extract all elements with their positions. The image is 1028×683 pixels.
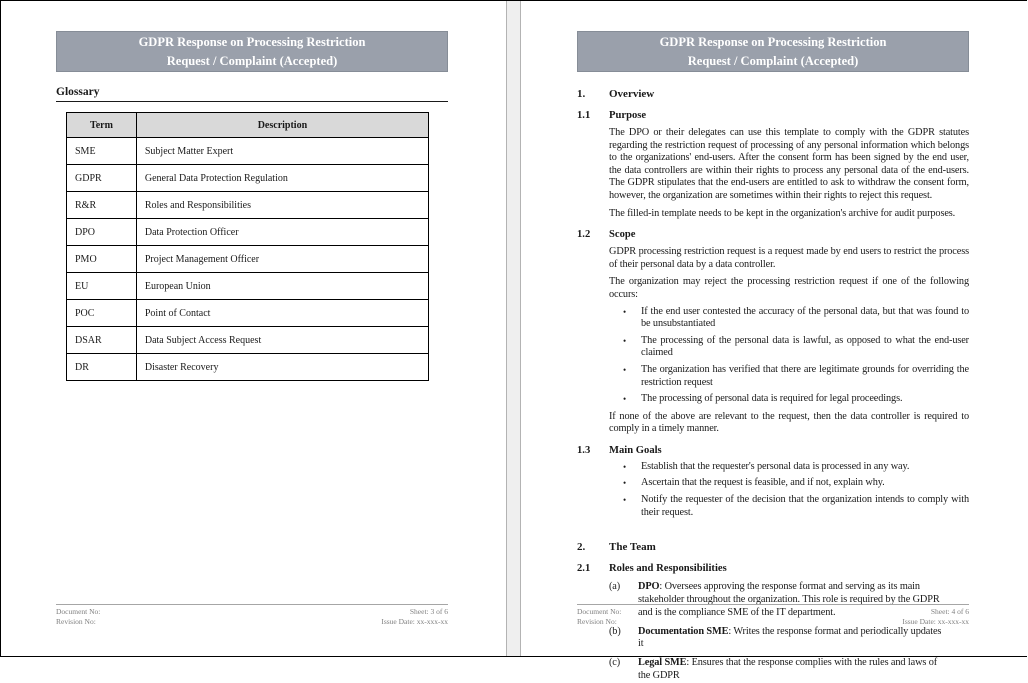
bullet-text: If the end user contested the accuracy of the personal data, but that was found to be unsubstantiated bbox=[641, 305, 969, 330]
term-cell: SME bbox=[67, 138, 137, 165]
term-cell: DPO bbox=[67, 219, 137, 246]
bullet-item bbox=[623, 306, 969, 331]
title-line-1: GDPR Response on Processing Restriction bbox=[138, 35, 366, 49]
item-label: (b) bbox=[609, 625, 621, 637]
description-cell: Data Subject Access Request bbox=[136, 327, 428, 354]
section-heading-roles-responsibilities bbox=[577, 562, 969, 575]
bullet-item bbox=[623, 461, 969, 474]
section-title: Main Goals bbox=[609, 444, 662, 456]
table-row bbox=[67, 219, 429, 246]
item-label: (c) bbox=[609, 657, 621, 669]
term-cell: POC bbox=[67, 300, 137, 327]
bullet-icon: • bbox=[623, 394, 627, 405]
glossary-heading: Glossary bbox=[56, 86, 448, 102]
bullet-icon: • bbox=[623, 306, 627, 317]
section-number: 2. bbox=[577, 541, 586, 554]
footer-sheet: Sheet: 4 of 6 bbox=[930, 607, 969, 616]
paragraph: The filled-in template needs to be kept in the organization's archive for audit purposes. bbox=[609, 207, 956, 219]
table-row bbox=[67, 273, 429, 300]
section-title: Overview bbox=[609, 88, 655, 100]
table-row bbox=[67, 354, 429, 381]
section-title: Scope bbox=[609, 229, 636, 241]
bullet-text: The processing of the personal data is lawful, as opposed to what the end-user claimed bbox=[641, 334, 969, 359]
description-cell: Point of Contact bbox=[136, 300, 428, 327]
footer-issue-date: Issue Date: xx-xxx-xx bbox=[902, 616, 969, 626]
term-cell: EU bbox=[67, 273, 137, 300]
table-header-row bbox=[67, 113, 429, 138]
description-cell: Data Protection Officer bbox=[136, 219, 428, 246]
title-banner bbox=[56, 31, 448, 72]
description-cell: Subject Matter Expert bbox=[136, 138, 428, 165]
table-row bbox=[67, 246, 429, 273]
bullet-icon: • bbox=[623, 495, 627, 506]
role-description: : Oversees approving the response format and serving as its main stakeholder throughout the organization. This role is required by the GDPR and is the compliance SME of the IT department. bbox=[638, 581, 940, 618]
title-line-2: Request / Complaint (Accepted) bbox=[166, 53, 338, 68]
paragraph: The organization may reject the processing restriction request if one of the following occurs: bbox=[609, 276, 969, 300]
column-header-term: Term bbox=[67, 113, 137, 138]
description-cell: General Data Protection Regulation bbox=[136, 165, 428, 192]
document-page-left bbox=[1, 1, 506, 656]
bullet-text: Establish that the requester's personal data is processed in any way. bbox=[641, 460, 910, 472]
bullet-item bbox=[623, 335, 969, 360]
term-cell: DSAR bbox=[67, 327, 137, 354]
bullet-item bbox=[623, 494, 969, 519]
bullet-icon: • bbox=[623, 335, 627, 346]
table-row bbox=[67, 138, 429, 165]
footer-issue-date: Issue Date: xx-xxx-xx bbox=[381, 616, 448, 626]
bullet-icon: • bbox=[623, 478, 627, 489]
paragraph: If none of the above are relevant to the request, then the data controller is required to comply in a timely manner. bbox=[609, 410, 969, 435]
lettered-item bbox=[609, 626, 969, 652]
bullet-icon: • bbox=[623, 364, 627, 375]
bullet-item bbox=[623, 364, 969, 389]
section-title: Purpose bbox=[609, 110, 647, 121]
page-footer bbox=[56, 604, 448, 626]
bullet-text: The processing of personal data is required for legal proceedings. bbox=[641, 393, 903, 405]
term-cell: GDPR bbox=[67, 165, 137, 192]
table-row bbox=[67, 165, 429, 192]
term-cell: R&R bbox=[67, 192, 137, 219]
bullet-text: Notify the requester of the decision that the organization intends to comply with their request. bbox=[641, 494, 969, 518]
section-title: The Team bbox=[609, 541, 656, 554]
role-term: Documentation SME bbox=[638, 625, 729, 637]
section-number: 1.2 bbox=[577, 229, 591, 241]
section-heading-purpose bbox=[577, 109, 969, 122]
footer-revision-no: Revision No: bbox=[56, 616, 96, 626]
footer-revision-no: Revision No: bbox=[577, 616, 617, 626]
bullet-icon: • bbox=[623, 461, 627, 472]
table-row bbox=[67, 192, 429, 219]
bullet-item bbox=[623, 393, 969, 406]
item-text bbox=[638, 626, 969, 652]
page-footer bbox=[577, 604, 969, 626]
section-number: 2.1 bbox=[577, 563, 591, 575]
section-heading-main-goals bbox=[577, 444, 969, 457]
role-description: : Ensures that the response complies with the rules and laws of the GDPR bbox=[638, 657, 938, 682]
term-cell: DR bbox=[67, 354, 137, 381]
title-line-2: Request / Complaint (Accepted) bbox=[687, 53, 859, 68]
glossary-table bbox=[66, 112, 429, 381]
page-gap bbox=[506, 1, 521, 656]
section-number: 1.1 bbox=[577, 110, 591, 121]
role-term: Legal SME bbox=[638, 657, 687, 669]
term-cell: PMO bbox=[67, 246, 137, 273]
section-heading-scope bbox=[577, 228, 969, 241]
description-cell: Disaster Recovery bbox=[136, 354, 428, 381]
footer-sheet: Sheet: 3 of 6 bbox=[409, 607, 448, 616]
bullet-text: The organization has verified that there are legitimate grounds for overriding the restriction request bbox=[641, 363, 969, 388]
section-heading-the-team bbox=[577, 541, 969, 554]
paragraph: The DPO or their delegates can use this template to comply with the GDPR statutes regarding the restriction request of processing of any personal information which belongs to the organizations' end-users. After the consent form has been signed by the end user, the data controllers are within their rights to process any personal data of the end-users. The GDPR stipulates that the end-users are entitled to ask to withdraw the consent form, however, the organization are sometimes within their rights to reject this request. bbox=[609, 127, 969, 201]
paragraph: GDPR processing restriction request is a request made by end users to restrict the process of their personal data by a data controller. bbox=[609, 246, 969, 270]
bullet-text: Ascertain that the request is feasible, and if not, explain why. bbox=[641, 477, 885, 489]
role-description: : Writes the response format and periodically updates it bbox=[638, 625, 942, 650]
item-text bbox=[638, 657, 969, 683]
document-page-right bbox=[521, 1, 1028, 682]
title-line-1: GDPR Response on Processing Restriction bbox=[659, 35, 887, 49]
bullet-item bbox=[623, 477, 969, 490]
description-cell: European Union bbox=[136, 273, 428, 300]
description-cell: Roles and Responsibilities bbox=[136, 192, 428, 219]
section-number: 1. bbox=[577, 88, 586, 100]
item-label: (a) bbox=[609, 581, 621, 593]
description-cell: Project Management Officer bbox=[136, 246, 428, 273]
footer-document-no: Document No: bbox=[56, 607, 101, 616]
section-number: 1.3 bbox=[577, 444, 591, 456]
section-heading-overview bbox=[577, 88, 969, 101]
footer-document-no: Document No: bbox=[577, 607, 622, 616]
section-title: Roles and Responsibilities bbox=[609, 563, 727, 575]
table-row bbox=[67, 300, 429, 327]
table-row bbox=[67, 327, 429, 354]
lettered-item bbox=[609, 657, 969, 683]
column-header-description: Description bbox=[136, 113, 428, 138]
title-banner bbox=[577, 31, 969, 72]
role-term: DPO bbox=[638, 581, 660, 593]
